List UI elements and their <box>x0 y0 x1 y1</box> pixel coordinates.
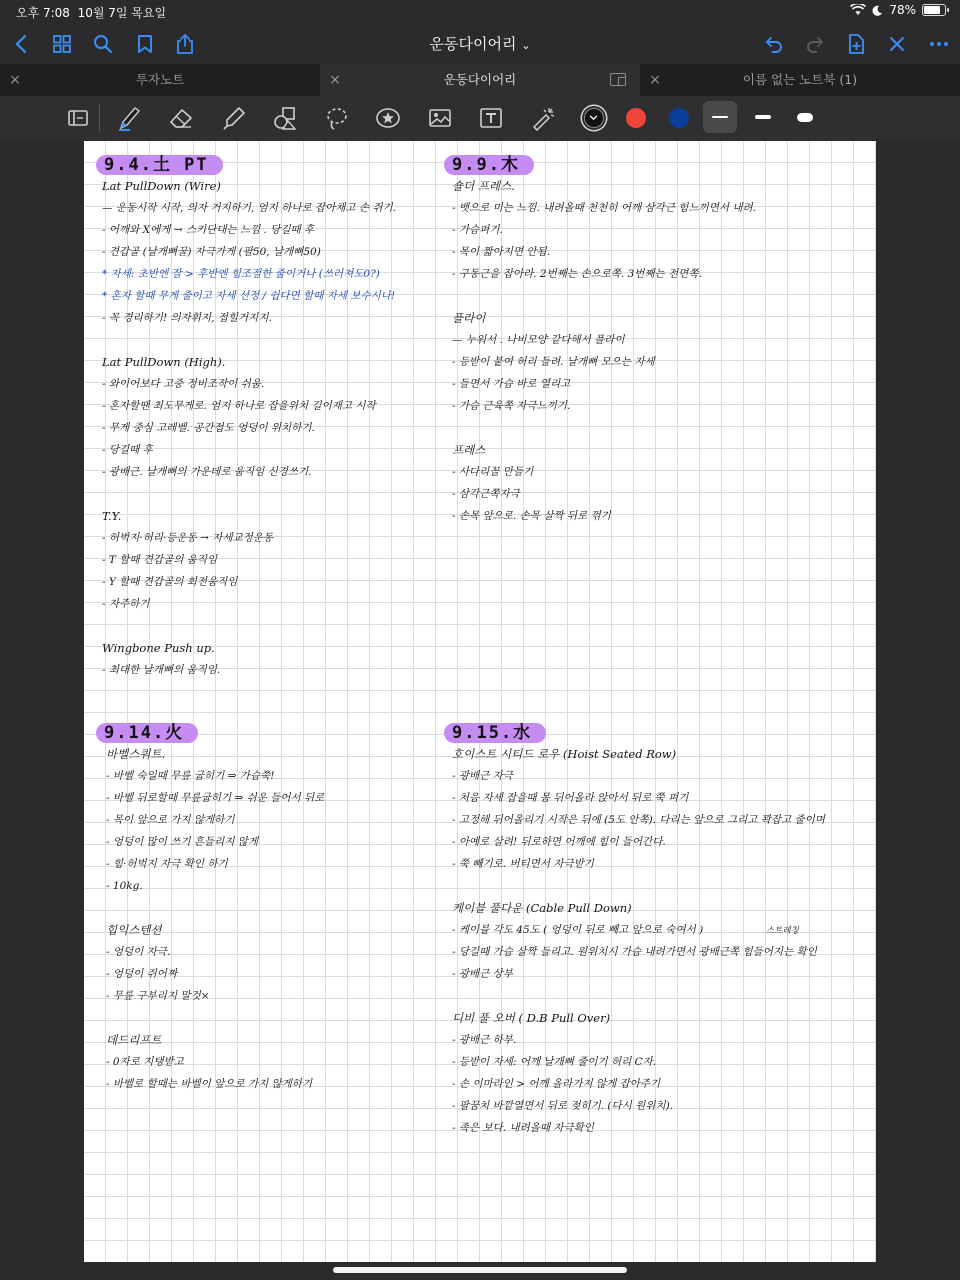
note-line: - 광배근 상부 <box>452 968 513 980</box>
note-line: - 어깨와 X에게 → 스키단대는 느낌 . 당길때 후 <box>102 224 315 236</box>
note-line: - 꼭 경리하기! 의자휘지, 접힐거지지. <box>102 312 272 324</box>
tab-invest-note[interactable] <box>0 64 320 96</box>
read-mode-icon <box>65 105 91 131</box>
moon-icon <box>872 5 883 16</box>
shape-tool[interactable] <box>271 104 299 132</box>
lasso-icon <box>324 105 350 131</box>
note-line: Lat PullDown (High). <box>102 355 226 369</box>
split-view-icon[interactable] <box>610 73 626 86</box>
date-heading: 9.15.水 <box>444 723 546 743</box>
battery-fill <box>924 6 940 14</box>
undo-icon <box>763 33 785 55</box>
margin-note: 스트레칭 <box>766 926 799 936</box>
share-icon <box>174 33 196 55</box>
status-time <box>16 4 166 21</box>
note-line: 프레스 <box>452 443 486 457</box>
date-heading: 9.4.土 PT <box>96 155 223 175</box>
note-lines <box>452 743 869 1139</box>
note-line: T.Y. <box>102 509 122 523</box>
date-heading: 9.14.火 <box>96 723 198 743</box>
note-line: 데드리프트 <box>106 1033 162 1047</box>
note-spacer <box>452 875 869 897</box>
elements-tool[interactable] <box>374 104 402 132</box>
note-spacer <box>452 417 864 439</box>
note-line: - 처음 자세 잡을때 몸 뒤어올라 앉아서 뒤로 쭉 펴기 <box>452 792 689 804</box>
note-line: * 혼자 할때 무게 줄이고 자세 선정 / 쉽다면 할때 자세 보수시나! <box>102 290 396 302</box>
note-line: - 팔꿈치 바깥열면서 뒤로 젖히기. (다시 원위치). <box>452 1100 674 1112</box>
color-black-swatch[interactable] <box>584 108 604 128</box>
note-line: - 목이 짧아지면 안됨. <box>452 246 551 258</box>
note-line: - 등받이 붙여 허리 들려. 날개뼈 모으는 자세 <box>452 356 655 368</box>
note-spacer <box>102 615 436 637</box>
note-line: - 와이어보다 고중 정비조작이 쉬움. <box>102 378 265 390</box>
note-line: 플라이 <box>452 311 486 325</box>
image-icon <box>427 105 453 131</box>
stroke-thin-preview <box>712 116 728 118</box>
close-icon <box>886 33 908 55</box>
status-time-text: 오후 7:08 <box>16 6 70 20</box>
status-date-text: 10월 7일 목요일 <box>77 6 167 20</box>
note-line: 숄더 프레스. <box>452 179 515 193</box>
stroke-medium-button[interactable] <box>746 101 780 133</box>
note-line: - 가슴펴기. <box>452 224 503 236</box>
note-line: - 가슴 근육쪽 자극느끼기. <box>452 400 571 412</box>
note-line: Lat PullDown (Wire) <box>102 179 221 193</box>
more-button[interactable] <box>925 30 953 58</box>
highlighter-tool[interactable] <box>220 104 248 132</box>
search-icon <box>92 33 114 55</box>
text-icon <box>478 105 504 131</box>
grid-view-button[interactable] <box>48 30 76 58</box>
note-line: - 10kg. <box>106 880 143 892</box>
color-blue-swatch[interactable] <box>669 108 689 128</box>
note-line: - 구동근을 잡아라. 2번째는 손으로쪽. 3번째는 전면쪽. <box>452 268 702 280</box>
note-line: - 목이 앞으로 가지 않게하기 <box>106 814 235 826</box>
laser-pointer-icon <box>530 105 556 131</box>
note-day4 <box>444 723 869 1139</box>
note-line: - 들면서 가슴 바로 열리고 <box>452 378 571 390</box>
tab-close-icon[interactable]: × <box>9 72 21 88</box>
back-button[interactable] <box>8 30 36 58</box>
note-lines <box>106 743 436 1095</box>
note-line: - 힘·허벅지 자극 확인 하기 <box>106 858 228 870</box>
read-mode-button[interactable] <box>64 104 92 132</box>
note-line: - Y 할때 견갑골의 회전움직임 <box>102 576 238 588</box>
shape-icon <box>272 105 298 131</box>
note-line: - 당길때 후 <box>102 444 153 456</box>
note-line: - 등받이 자세: 어깨 날개뼈 줄이기 허리 C자. <box>452 1056 657 1068</box>
note-line: - 케이블 각도 45도 ( 엉덩이 뒤로 빼고 앞으로 숙여서 ) <box>452 924 704 936</box>
add-page-icon <box>845 33 867 55</box>
text-tool[interactable] <box>477 104 505 132</box>
note-line: — 운동시작 시작, 의자 거지하기, 엄지 하나로 잡아채고 손 쥐기. <box>102 202 396 214</box>
redo-button[interactable] <box>801 30 829 58</box>
battery-percent: 78% <box>889 3 916 17</box>
note-line: - 무게 중심 고레벨. 공간접도 엉덩이 위치하기. <box>102 422 315 434</box>
tab-label: 이름 없는 노트북 (1) <box>742 72 858 87</box>
pen-tool[interactable] <box>115 104 143 132</box>
chevron-down-icon <box>585 109 602 126</box>
note-line: - 바벨로 할때는 바벨이 앞으로 가지 않게하기 <box>106 1078 313 1090</box>
note-line: - 아예로 살려! 뒤로하면 어깨에 힘이 들어간다. <box>452 836 666 848</box>
note-lines <box>452 175 864 527</box>
laser-pointer-tool[interactable] <box>529 104 557 132</box>
note-line: * 자세: 초반엔 잘 > 후반엔 힘조절한 줄이거나 (쓰러져도0?) <box>102 268 380 280</box>
note-line: - 바벨 뒤로할때 무릎굽히기 ⇒ 쉬운 들어서 뒤로 <box>106 792 325 804</box>
tab-label: 운동다이어리 <box>443 72 517 87</box>
note-line: - 허벅지·허리·등운동 → 자세교정운동 <box>102 532 274 544</box>
note-spacer <box>102 483 436 505</box>
tab-label: 투자노트 <box>135 72 185 87</box>
note-spacer <box>106 1007 436 1029</box>
note-line: - 엉덩이 많이 쓰기 흔들리지 않게 <box>106 836 259 848</box>
tab-close-icon[interactable]: × <box>329 72 341 88</box>
note-spacer <box>452 285 864 307</box>
close-edit-button[interactable] <box>883 30 911 58</box>
undo-button[interactable] <box>760 30 788 58</box>
note-line: - 견갑골 (날개뼈꿀) 자극가게 (팔50, 날개뼈50) <box>102 246 321 258</box>
note-line: 호이스트 시티드 로우 (Hoist Seated Row) <box>452 747 677 761</box>
stroke-thick-preview <box>797 113 813 122</box>
redo-icon <box>804 33 826 55</box>
notebook-title-text: 운동다이어리 <box>429 35 517 53</box>
wifi-icon <box>850 4 866 16</box>
note-lines <box>102 175 436 681</box>
note-spacer <box>102 329 436 351</box>
note-line: - 엉덩이 쥐어짜 <box>106 968 178 980</box>
lasso-tool[interactable] <box>323 104 351 132</box>
nav-bar <box>0 24 960 64</box>
bookmark-icon <box>134 33 156 55</box>
eraser-tool[interactable] <box>167 104 195 132</box>
note-line: - 혼자할땐 최도무게로. 엄지 하나로 잡을위치 길이재고 시작 <box>102 400 376 412</box>
grid-icon <box>51 33 73 55</box>
date-heading: 9.9.木 <box>444 155 534 175</box>
note-line: - 최대한 날개뼈의 움직임. <box>102 664 221 676</box>
color-red-swatch[interactable] <box>626 108 646 128</box>
chevron-left-icon <box>11 33 33 55</box>
tab-untitled-notebook[interactable] <box>640 64 960 96</box>
note-spacer <box>452 985 869 1007</box>
note-line: - 바벨 숙일때 무릎 굽히기 ⇒ 가슴쭉! <box>106 770 275 782</box>
note-line: - 손목 앞으로. 손목 살짝 뒤로 꺾기 <box>452 510 611 522</box>
note-line: - 뱃으로 미는 느낌. 내려올때 천천히 어깨 삼각근 힘느끼면서 내려. <box>452 202 756 214</box>
chevron-down-icon: ⌄ <box>521 39 531 52</box>
stroke-medium-preview <box>755 115 771 119</box>
note-line: - 고정해 뒤어올리기 시작은 뒤에 (5도 안쪽). 다리는 앞으로 그리고 꽉잡고 줄이며 <box>452 814 825 826</box>
tab-close-icon[interactable]: × <box>649 72 661 88</box>
note-line: 바벨스쿼트. <box>106 747 166 761</box>
pen-icon <box>116 105 142 131</box>
image-tool[interactable] <box>426 104 454 132</box>
status-bar <box>0 0 960 24</box>
note-line: - T 할때 견갑골의 움직임 <box>102 554 218 566</box>
note-line: - 0자로 지탱받고 <box>106 1056 184 1068</box>
note-day2 <box>444 155 864 527</box>
add-page-button[interactable] <box>842 30 870 58</box>
notebook-page[interactable] <box>84 141 876 1262</box>
note-line: - 손 이마라인 > 어깨 올라가지 않게 잡아주기 <box>452 1078 661 1090</box>
stroke-thick-button[interactable] <box>788 101 822 133</box>
note-line: - 자주하기 <box>102 598 150 610</box>
note-line: — 누워서 . 나비모양 같다해서 플라이 <box>452 334 625 346</box>
note-spacer <box>106 897 436 919</box>
note-line: - 엉덩이 자극. <box>106 946 171 958</box>
note-line: - 삼각근쪽자극 <box>452 488 520 500</box>
share-button[interactable] <box>171 30 199 58</box>
note-line: - 족은 보다. 내려올때 자극확인 <box>452 1122 594 1134</box>
note-line: - 광배근. 날개뼈의 가운데로 움직임 신경쓰기. <box>102 466 312 478</box>
note-line: - 당길때 가슴 살짝 들리고. 원위치시 가슴 내려가면서 광배근쪽 힘들어지는 확인 <box>452 946 817 958</box>
bookmark-button[interactable] <box>131 30 159 58</box>
search-button[interactable] <box>89 30 117 58</box>
note-line: 디비 풀 오버 ( D.B Pull Over) <box>452 1011 611 1025</box>
note-line: 힙익스텐션 <box>106 923 162 937</box>
stroke-thin-button[interactable] <box>703 101 737 133</box>
note-line: 케이블 풀다운 (Cable Pull Down) <box>452 901 632 915</box>
note-line: - 광배근 자극 <box>452 770 513 782</box>
toolbar-divider <box>99 104 100 132</box>
home-indicator <box>333 1267 627 1273</box>
tab-bar <box>0 64 960 96</box>
battery-icon <box>922 4 946 16</box>
notebook-title-dropdown[interactable] <box>430 35 531 53</box>
eraser-icon <box>168 105 194 131</box>
tab-workout-diary[interactable] <box>320 64 640 96</box>
note-line: - 광배근 하부. <box>452 1034 517 1046</box>
star-sticker-icon <box>375 105 401 131</box>
more-icon <box>928 33 950 55</box>
note-line: Wingbone Push up. <box>102 641 215 655</box>
note-day1 <box>96 155 436 681</box>
note-line: - 쭉 빼기로. 버티면서 자극받기 <box>452 858 594 870</box>
status-right <box>850 3 946 17</box>
note-line: - 무릎 구부리지 말것× <box>106 990 210 1002</box>
note-day3 <box>96 723 436 1095</box>
note-line: - 사다리꼴 만들기 <box>452 466 534 478</box>
highlighter-icon <box>221 105 247 131</box>
